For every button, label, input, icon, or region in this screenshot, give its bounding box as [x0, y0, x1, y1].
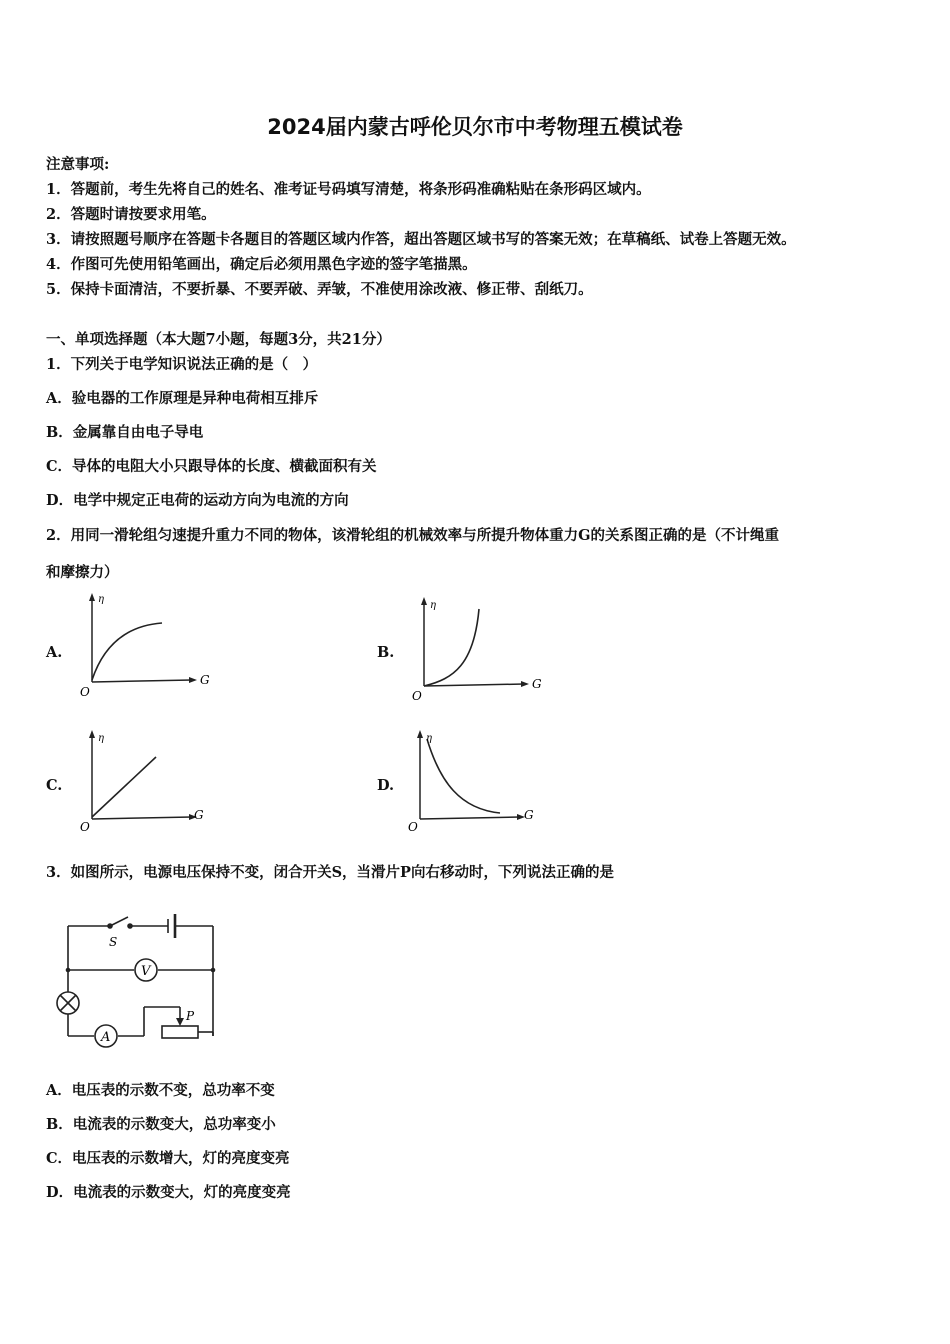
origin-label: O — [412, 689, 422, 703]
graph-label-a[interactable]: A. — [46, 644, 63, 661]
question-stem: 3．如图所示，电源电压保持不变，闭合开关S，当滑片P向右移动时，下列说法正确的是 — [46, 864, 614, 881]
origin-label: O — [80, 820, 90, 834]
axis-x-label: G — [194, 808, 204, 822]
axis-y-label: η — [98, 594, 104, 605]
circuit-diagram — [48, 908, 228, 1056]
x-axis — [92, 817, 192, 819]
option-c[interactable]: C．电压表的示数增大，灯的亮度变亮 — [46, 1150, 290, 1167]
arrow-icon — [89, 730, 95, 738]
page-title: 2024届内蒙古呼伦贝尔市中考物理五模试卷 — [267, 115, 683, 139]
notice-item: 5．保持卡面清洁，不要折暴、不要弄破、弄皱，不准使用涂改液、修正带、刮纸刀。 — [46, 281, 593, 298]
arrow-icon — [417, 730, 423, 738]
x-axis — [92, 680, 192, 682]
question-stem-continued: 和摩擦力） — [46, 564, 119, 581]
notice-heading: 注意事项: — [46, 156, 110, 173]
option-a[interactable]: A．验电器的工作原理是异种电荷相互排斥 — [46, 390, 319, 407]
origin-label: O — [408, 820, 418, 834]
graph-label-d[interactable]: D. — [377, 777, 395, 794]
option-b[interactable]: B．电流表的示数变大，总功率变小 — [46, 1116, 276, 1133]
notice-item: 4．作图可先使用铅笔画出，确定后必须用黑色字迹的签字笔描黑。 — [46, 256, 477, 273]
voltmeter-label: V — [141, 964, 151, 979]
graph-label-c[interactable]: C. — [46, 777, 63, 794]
efficiency-curve — [92, 623, 162, 680]
notice-item: 1．答题前，考生先将自己的姓名、准考证号码填写清楚，将条形码准确粘贴在条形码区域内。 — [46, 181, 651, 198]
notice-item: 2．答题时请按要求用笔。 — [46, 206, 216, 223]
axis-y-label: η — [426, 733, 432, 744]
arrow-icon — [189, 677, 197, 683]
arrow-icon — [89, 593, 95, 601]
graph-label-b[interactable]: B. — [377, 644, 395, 661]
question-stem: 1．下列关于电学知识说法正确的是（ ） — [46, 356, 318, 373]
graph-c[interactable] — [72, 727, 222, 837]
axis-x-label: G — [524, 808, 534, 822]
efficiency-line — [92, 757, 156, 817]
notice-item: 3．请按照题号顺序在答题卡各题目的答题区域内作答，超出答题区域书写的答案无效；在草稿纸、试卷上答题无效。 — [46, 231, 796, 248]
slider-label: P — [186, 1009, 195, 1023]
option-b[interactable]: B．金属靠自由电子导电 — [46, 424, 204, 441]
switch-label: S — [109, 935, 118, 949]
slider-arrow-icon — [176, 1018, 184, 1026]
question-stem: 2．用同一滑轮组匀速提升重力不同的物体，该滑轮组的机械效率与所提升物体重力G的关系图正确的是（不计绳重 — [46, 527, 779, 544]
graph-d[interactable] — [400, 727, 550, 837]
origin-label: O — [80, 685, 90, 699]
graph-b[interactable] — [404, 594, 554, 704]
x-axis — [420, 817, 520, 819]
axis-y-label: η — [430, 600, 436, 611]
axis-x-label: G — [532, 677, 542, 691]
arrow-icon — [521, 681, 529, 687]
ammeter-label: A — [101, 1030, 111, 1045]
arrow-icon — [421, 597, 427, 605]
option-d[interactable]: D．电流表的示数变大，灯的亮度变亮 — [46, 1184, 291, 1201]
section-heading: 一、单项选择题（本大题7小题，每题3分，共21分） — [46, 331, 391, 348]
axis-x-label: G — [200, 673, 210, 687]
option-d[interactable]: D．电学中规定正电荷的运动方向为电流的方向 — [46, 492, 349, 509]
option-c[interactable]: C．导体的电阻大小只跟导体的长度、横截面积有关 — [46, 458, 377, 475]
graph-a[interactable] — [72, 590, 222, 700]
option-a[interactable]: A．电压表的示数不变，总功率不变 — [46, 1082, 275, 1099]
efficiency-curve — [427, 739, 500, 813]
x-axis — [424, 684, 524, 686]
efficiency-curve — [424, 609, 479, 686]
axis-y-label: η — [98, 733, 104, 744]
